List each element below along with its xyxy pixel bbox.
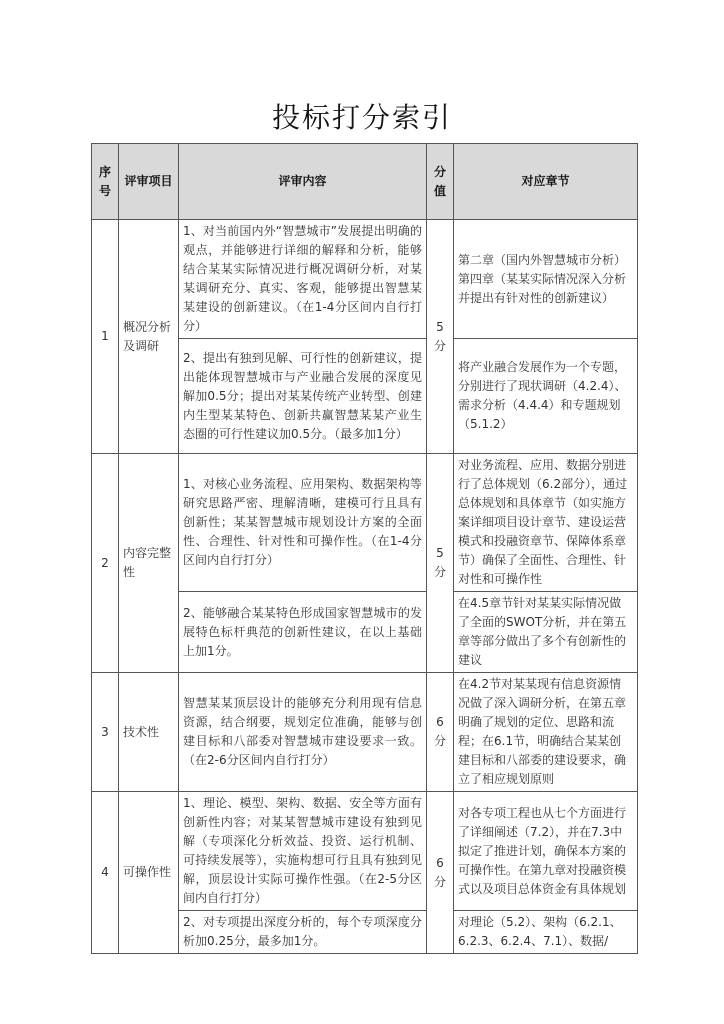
row-number: 3 [92,673,119,792]
row-chapter: 第二章（国内外智慧城市分析）第四章（某某实际情况深入分析并提出有针对性的创新建议） [454,220,638,339]
row-content: 1、对当前国内外“智慧城市”发展提出明确的观点，并能够进行详细的解释和分析，能够结合某某实际情况进行概况调研分析，对某某调研充分、真实、客观，能够提出智慧某某建设的创新建议。（在1-4分区间内自行打分） [179,220,427,339]
header-no: 序号 [92,144,119,220]
row-number: 2 [92,454,119,673]
row-content: 2、能够融合某某特色形成国家智慧城市的发展特色标杆典范的创新性建议，在以上基础上加1分。 [179,592,427,673]
row-chapter: 对各专项工程也从七个方面进行了详细阐述（7.2），并在7.3中拟定了推进计划，确保本方案的可操作性。在第九章对投融资模式以及项目总体资金有具体规划 [454,792,638,911]
row-content: 1、对核心业务流程、应用架构、数据架构等研究思路严密、理解清晰，建模可行且具有创新性；某某智慧城市规划设计方案的全面性、合理性、针对性和可操作性。（在1-4分区间内自行打分） [179,454,427,592]
score-index-table [91,143,638,954]
header-content: 评审内容 [179,144,427,220]
row-content: 智慧某某顶层设计的能够充分利用现有信息资源，结合纲要，规划定位准确，能够与创建目标和八部委对智慧城市建设要求一致。（在2-6分区间内自行打分） [179,673,427,792]
row-score: 5分 [427,454,454,673]
row-chapter: 将产业融合发展作为一个专题，分别进行了现状调研（4.2.4）、需求分析（4.4.4）和专题规划（5.1.2） [454,339,638,454]
table-row [92,454,638,592]
table-row [92,673,638,792]
page-title: 投标打分索引 [271,101,452,134]
row-chapter: 对业务流程、应用、数据分别进行了总体规划（6.2部分），通过总体规划和具体章节（如实施方案详细项目设计章节、建设运营模式和投融资章节、保障体系章节）确保了全面性、合理性、针对性和可操作性 [454,454,638,592]
table-header-row [92,144,638,220]
row-chapter: 在4.5章节针对某某实际情况做了全面的SWOT分析，并在第五章等部分做出了多个有创新性的建议 [454,592,638,673]
row-content: 2、提出有独到见解、可行性的创新建议，提出能体现智慧城市与产业融合发展的深度见解加0.5分；提出对某某传统产业转型、创建内生型某某特色、创新共赢智慧某某产业生态圈的可行性建议加0.5分。（最多加1分） [179,339,427,454]
row-content: 2、对专项提出深度分析的，每个专项深度分析加0.25分，最多加1分。 [179,911,427,954]
row-score: 5分 [427,220,454,454]
row-score: 6分 [427,792,454,954]
row-number: 4 [92,792,119,954]
row-score: 6分 [427,673,454,792]
header-item: 评审项目 [119,144,179,220]
header-chapter: 对应章节 [454,144,638,220]
row-item: 技术性 [119,673,179,792]
row-number: 1 [92,220,119,454]
row-item: 内容完整性 [119,454,179,673]
table-row [92,792,638,911]
row-content: 1、理论、模型、架构、数据、安全等方面有创新性内容；对某某智慧城市建设有独到见解（专项深化分析效益、投资、运行机制、可持续发展等），实施构想可行且具有独到见解，顶层设计实际可操作性强。（在2-5分区间内自行打分） [179,792,427,911]
row-chapter: 对理论（5.2）、架构（6.2.1、6.2.3、6.2.4、7.1）、数据/ [454,911,638,954]
row-item: 可操作性 [119,792,179,954]
row-chapter: 在4.2节对某某现有信息资源情况做了深入调研分析，在第五章明确了规划的定位、思路和流程；在6.1节，明确结合某某创建目标和八部委的建设要求，确立了相应规划原则 [454,673,638,792]
header-score: 分值 [427,144,454,220]
row-item: 概况分析及调研 [119,220,179,454]
table-row [92,220,638,339]
